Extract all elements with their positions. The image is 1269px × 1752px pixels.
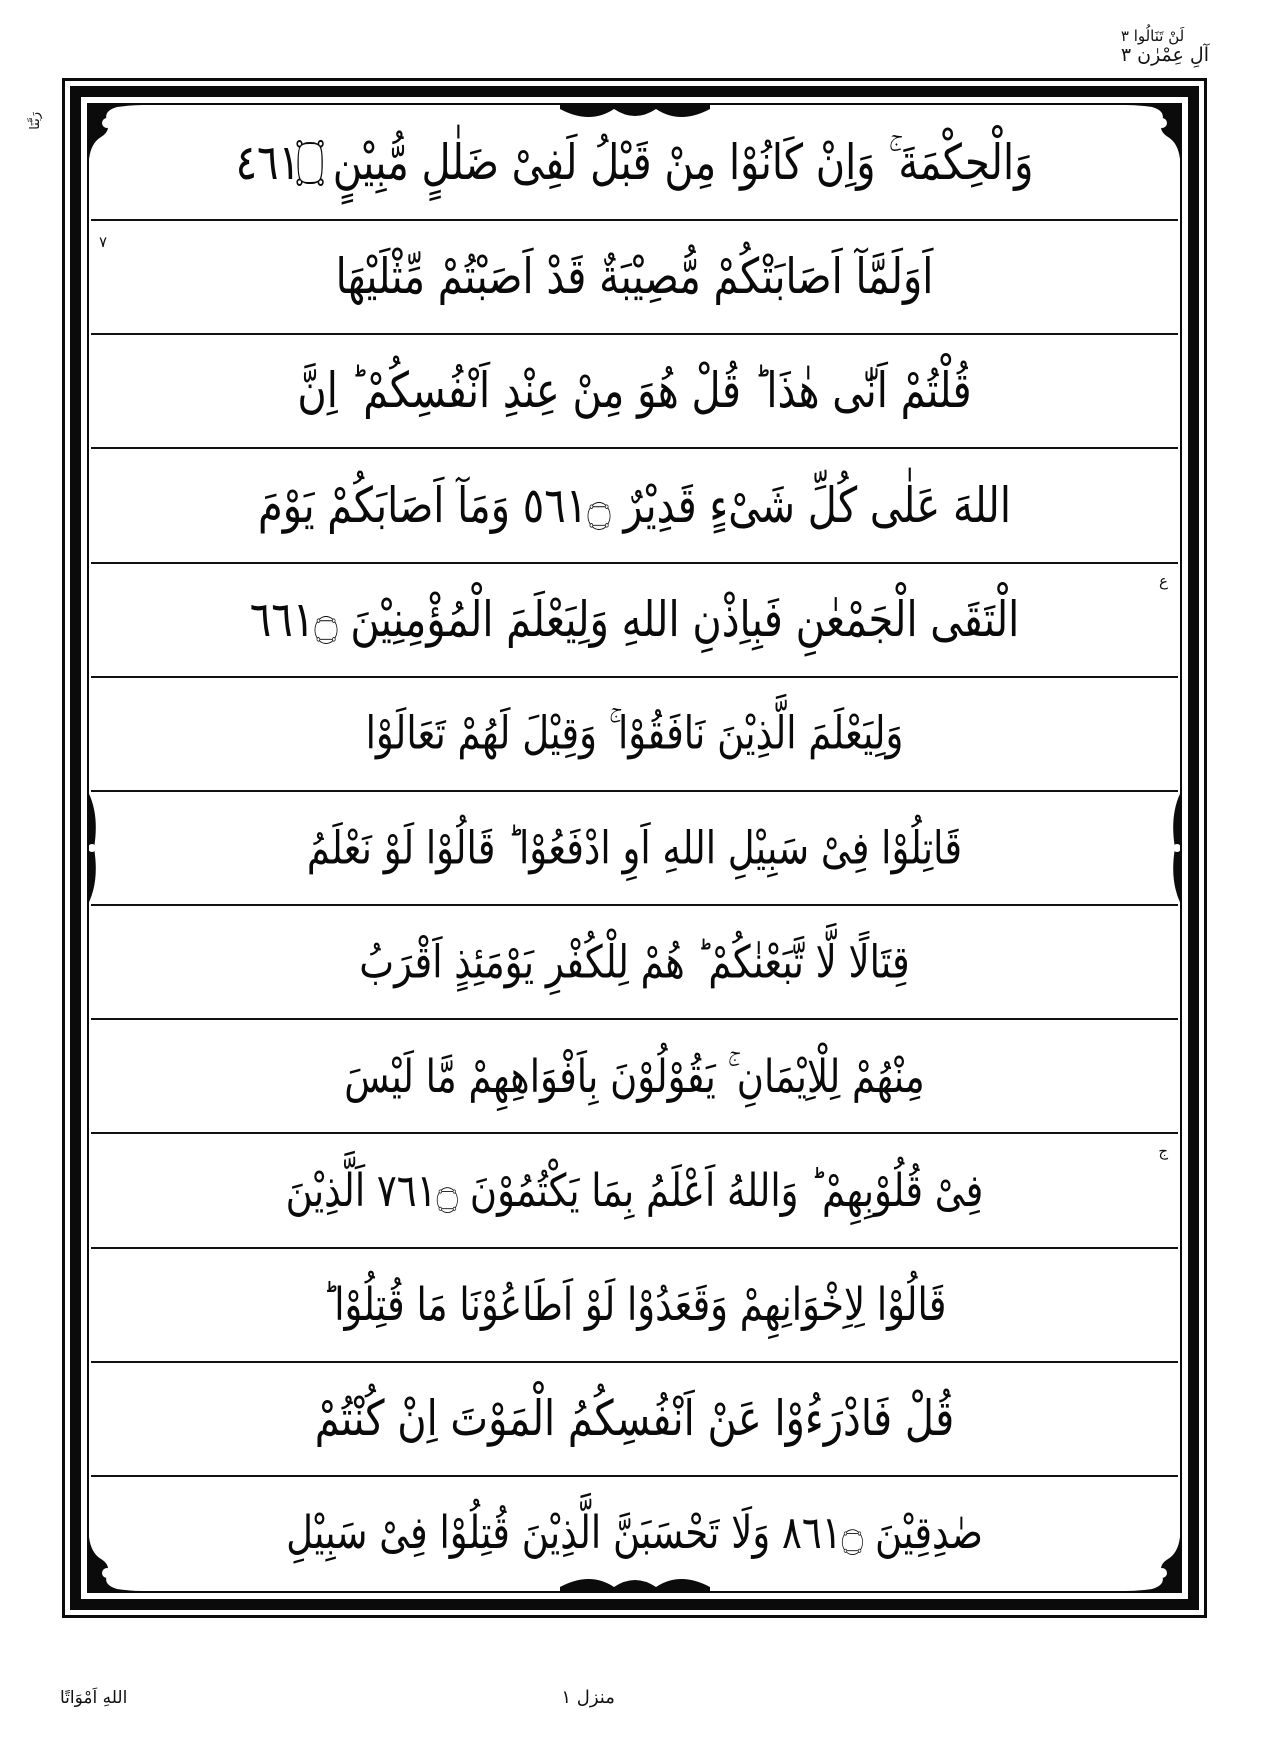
side-marginal-label: رَبَّنَا bbox=[28, 112, 43, 130]
ayah-line bbox=[91, 906, 1178, 1020]
page-border-inner bbox=[87, 103, 1182, 1593]
ayah-line-text: وَالْحِكْمَةَ ۚ وَاِنْ كَانُوْا مِنْ قَبْلُ لَفِىْ ضَلٰلٍ مُّبِيْنٍ ۝١٦٤ bbox=[235, 135, 1034, 192]
ayah-line bbox=[91, 1134, 1178, 1248]
ayah-line-text: قِتَالًا لَّا تَّبَعْنٰكُمْ ؕ هُمْ لِلْكُفْرِ يَوْمَئِذٍ اَقْرَبُ bbox=[359, 935, 910, 989]
header-juz-title: لَنْ تَنَالُوا ٣ bbox=[1120, 27, 1185, 45]
ayah-line-text: اللهَ عَلٰى كُلِّ شَىْءٍ قَدِيْرٌ ۝١٦٥ وَمَآ اَصَابَكُمْ يَوْمَ bbox=[258, 477, 1011, 534]
ayah-line-text: قُلْتُمْ اَنّٰى هٰذَا ؕ قُلْ هُوَ مِنْ عِنْدِ اَنْفُسِكُمْ ؕ اِنَّ bbox=[297, 363, 972, 420]
ayah-line bbox=[91, 449, 1178, 563]
ayah-line bbox=[91, 221, 1178, 335]
ayah-line-text: قُلْ فَادْرَءُوْا عَنْ اَنْفُسِكُمُ الْمَوْتَ اِنْ كُنْتُمْ bbox=[314, 1390, 955, 1447]
line-side-mark: ٧ bbox=[99, 233, 108, 252]
page-header bbox=[60, 28, 1209, 72]
ayah-line bbox=[91, 1363, 1178, 1477]
ayah-line bbox=[91, 564, 1178, 678]
header-right-block bbox=[1121, 28, 1209, 67]
ayah-line bbox=[91, 335, 1178, 449]
ayah-line bbox=[91, 1020, 1178, 1134]
ayah-line bbox=[91, 107, 1178, 221]
ayah-line bbox=[91, 1249, 1178, 1363]
footer-catchword: اللهِ اَمْوَاتًا bbox=[60, 1687, 128, 1708]
ayah-line bbox=[91, 678, 1178, 792]
page-border-middle bbox=[70, 86, 1199, 1610]
ayah-line bbox=[91, 792, 1178, 906]
line-side-mark: ج bbox=[1158, 1142, 1168, 1161]
ayah-line-text: اَوَلَمَّآ اَصَابَتْكُمْ مُّصِيْبَةٌ قَدْ اَصَبْتُمْ مِّثْلَيْهَا bbox=[335, 249, 934, 306]
ayah-line-text: وَلِيَعْلَمَ الَّذِيْنَ نَافَقُوْا ۚ وَقِيْلَ لَهُمْ تَعَالَوْا bbox=[365, 707, 904, 761]
page-footer bbox=[60, 1687, 1209, 1708]
ayah-line-text: قَالُوْا لِاِخْوَانِهِمْ وَقَعَدُوْا لَوْ اَطَاعُوْنَا مَا قُتِلُوْا ؕ bbox=[322, 1278, 947, 1331]
ayah-line bbox=[91, 1477, 1178, 1589]
header-surah-title: آلِ عِمْرٰن ٣ bbox=[1120, 44, 1209, 67]
line-side-mark: ع bbox=[1159, 571, 1168, 590]
footer-manzil-label: منزل ١ bbox=[561, 1687, 615, 1708]
ayah-line-text: الْتَقَى الْجَمْعٰنِ فَبِاِذْنِ اللهِ وَلِيَعْلَمَ الْمُؤْمِنِيْنَ ۝١٦٦ bbox=[249, 591, 1020, 648]
ayah-line-text: صٰدِقِيْنَ ۝١٦٨ وَلَا تَحْسَبَنَّ الَّذِيْنَ قُتِلُوْا فِىْ سَبِيْلِ bbox=[286, 1506, 983, 1560]
ayah-lines bbox=[91, 107, 1178, 1589]
page-border-outer bbox=[62, 78, 1207, 1618]
ayah-line-text: مِنْهُمْ لِلْاِيْمَانِ ۚ يَقُوْلُوْنَ بِاَفْوَاهِهِمْ مَّا لَيْسَ bbox=[344, 1050, 925, 1103]
ayah-line-text: قَاتِلُوْا فِىْ سَبِيْلِ اللهِ اَوِ ادْفَعُوْا ؕ قَالُوْا لَوْ نَعْلَمُ bbox=[306, 821, 963, 875]
ayah-line-text: فِىْ قُلُوْبِهِمْ ؕ وَاللهُ اَعْلَمُ بِمَا يَكْتُمُوْنَ ۝١٦٧ اَلَّذِيْنَ bbox=[285, 1164, 984, 1217]
